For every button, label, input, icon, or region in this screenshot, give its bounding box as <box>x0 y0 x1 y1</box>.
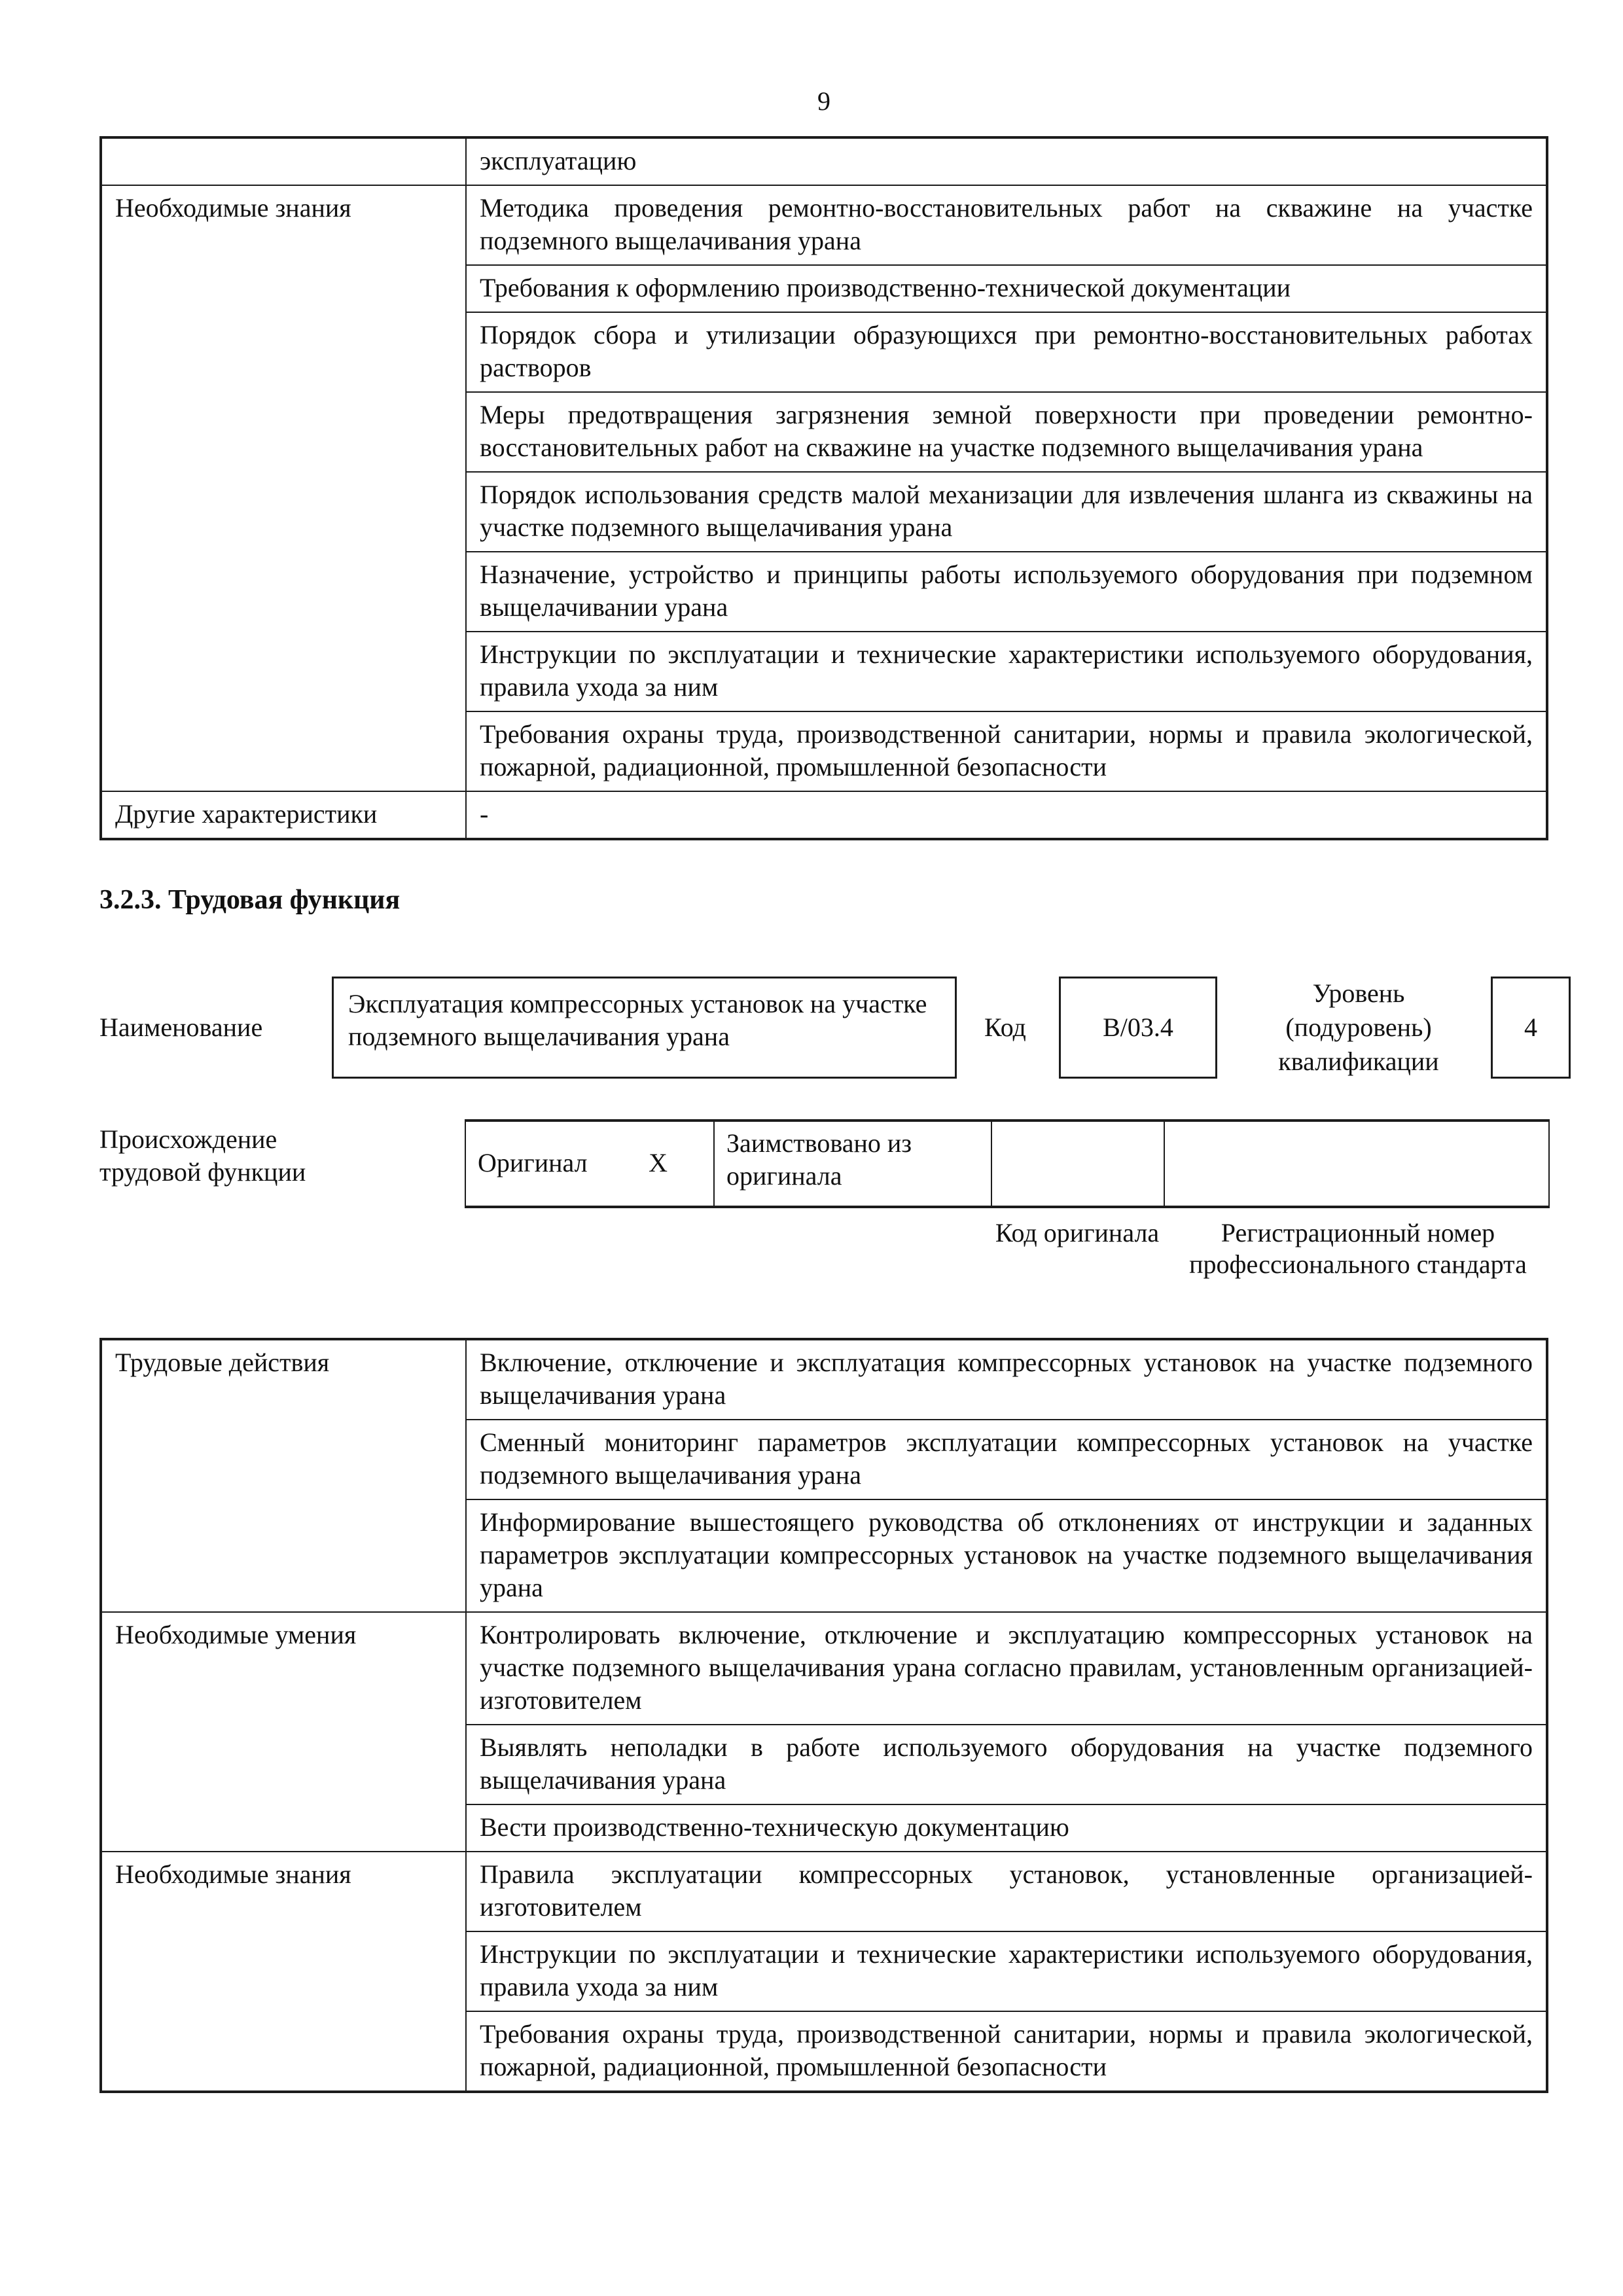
original-x-mark: X <box>649 1148 668 1177</box>
origin-code-cell <box>991 1121 1164 1207</box>
vertical-gap <box>99 1280 1548 1338</box>
row-content-text: Вести производственно-техническую документацию <box>466 1804 1547 1852</box>
row-content-text: Требования охраны труда, производственной санитарии, нормы и правила экологической, пожарной, радиационной, промышленной безопасности <box>466 711 1547 791</box>
function-name-box: Эксплуатация компрессорных установок на участке подземного выщелачивания урана <box>332 977 957 1079</box>
origin-block <box>99 1119 1548 1208</box>
table-row <box>101 791 1547 839</box>
row-content-text: Сменный мониторинг параметров эксплуатации компрессорных установок на участке подземного выщелачивания урана <box>466 1420 1547 1499</box>
row-content-text: Требования охраны труда, производственной санитарии, нормы и правила экологической, пожарной, радиационной, промышленной безопасности <box>466 2011 1547 2092</box>
row-group-label: Другие характеристики <box>101 791 466 839</box>
row-content-text: Выявлять неполадки в работе используемого оборудования на участке подземного выщелачивания урана <box>466 1725 1547 1804</box>
code-label: Код <box>984 1013 1026 1042</box>
row-group-label <box>101 137 466 185</box>
row-content-text: Инструкции по эксплуатации и технические характеристики используемого оборудования, правила ухода за ним <box>466 1931 1547 2011</box>
caption-spacer <box>99 1217 991 1280</box>
page-number: 9 <box>817 86 830 116</box>
origin-table <box>465 1119 1550 1208</box>
row-content-text: Информирование вышестоящего руководства об отклонениях от инструкции и заданных параметров эксплуатации компрессорных установок на участке подземного выщелачивания урана <box>466 1499 1547 1612</box>
function-code-box: В/03.4 <box>1059 977 1217 1079</box>
origin-regnum-cell <box>1164 1121 1549 1207</box>
origin-label: Происхождение трудовой функции <box>99 1124 306 1187</box>
row-group-label: Необходимые умения <box>101 1612 466 1852</box>
row-group-label: Необходимые знания <box>101 185 466 791</box>
origin-captions <box>99 1217 1548 1280</box>
row-content-text: Назначение, устройство и принципы работы используемого оборудования при подземном выщелачивании урана <box>466 552 1547 632</box>
origin-regnum-caption: Регистрационный номер профессионального стандарта <box>1189 1218 1527 1279</box>
table-row <box>101 1852 1547 1931</box>
original-label: Оригинал <box>478 1148 588 1177</box>
table-row <box>101 1339 1547 1420</box>
row-content-text: Методика проведения ремонтно-восстановительных работ на скважине на участке подземного выщелачивания урана <box>466 185 1547 265</box>
origin-table-row <box>465 1121 1549 1207</box>
table-row <box>101 137 1547 185</box>
origin-borrowed-cell: Заимствовано из оригинала <box>714 1121 991 1207</box>
row-content-text: эксплуатацию <box>466 137 1547 185</box>
origin-original-cell <box>465 1121 714 1207</box>
row-content-text: Включение, отключение и эксплуатация компрессорных установок на участке подземного выщелачивания урана <box>466 1339 1547 1420</box>
origin-code-caption: Код оригинала <box>995 1218 1160 1247</box>
row-content-text: Инструкции по эксплуатации и технические характеристики используемого оборудования, правила ухода за ним <box>466 632 1547 711</box>
row-content-text: Контролировать включение, отключение и эксплуатацию компрессорных установок на участке подземного выщелачивания урана согласно правилам, установленным организацией-изготовителем <box>466 1612 1547 1725</box>
row-content-text: - <box>466 791 1547 839</box>
labor-function-naming-block <box>99 977 1548 1079</box>
row-group-label: Необходимые знания <box>101 1852 466 2092</box>
row-content-text: Меры предотвращения загрязнения земной поверхности при проведении ремонтно-восстановительных работ на скважине на участке подземного выщелачивания урана <box>466 392 1547 472</box>
naming-label: Наименование <box>99 1013 263 1042</box>
qualification-level-box: 4 <box>1491 977 1571 1079</box>
table-row <box>101 1612 1547 1725</box>
row-content-text: Требования к оформлению производственно-технической документации <box>466 265 1547 312</box>
qualification-level-label: Уровень (подуровень) квалификации <box>1278 978 1439 1076</box>
section-heading: 3.2.3. Трудовая функция <box>99 885 401 915</box>
knowledge-continuation-table <box>99 136 1548 840</box>
row-group-label: Трудовые действия <box>101 1339 466 1612</box>
row-content-text: Порядок сбора и утилизации образующихся при ремонтно-восстановительных работах растворов <box>466 312 1547 392</box>
labor-function-details-table <box>99 1338 1548 2093</box>
table-row <box>101 185 1547 265</box>
row-content-text: Правила эксплуатации компрессорных установок, установленные организацией-изготовителем <box>466 1852 1547 1931</box>
row-content-text: Порядок использования средств малой механизации для извлечения шланга из скважины на участке подземного выщелачивания урана <box>466 472 1547 552</box>
